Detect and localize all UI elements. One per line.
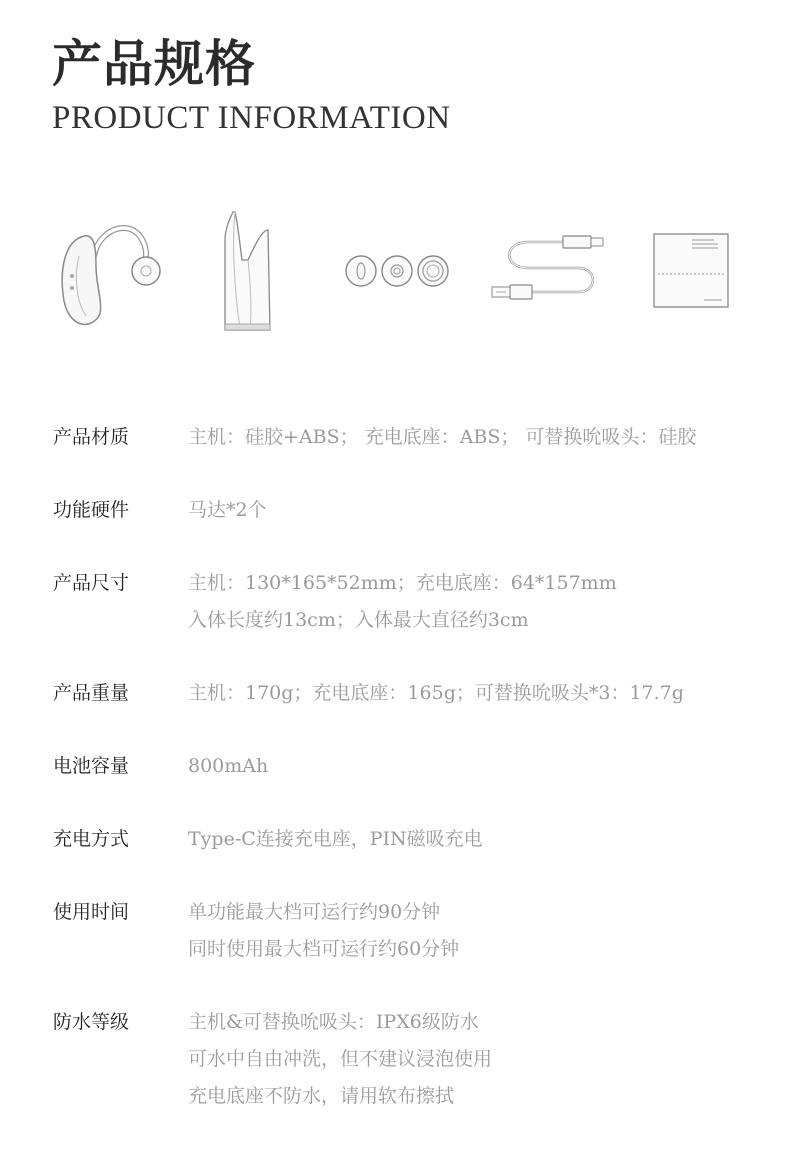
spec-label: 功能硬件: [53, 499, 130, 521]
spec-label: 电池容量: [53, 755, 130, 777]
manual-card-icon: [652, 232, 732, 310]
spec-value: 800mAh: [188, 755, 269, 777]
spec-value: 单功能最大档可运行约90分钟: [188, 901, 441, 923]
spec-values: [188, 565, 617, 639]
spec-value: 主机：170g；充电底座：165g；可替换吮吸头*3：17.7g: [188, 682, 684, 704]
spec-value: 入体长度约13cm；入体最大直径约3cm: [188, 609, 529, 631]
spec-label: 产品尺寸: [53, 572, 130, 594]
spec-value: 充电底座不防水，请用软布擦拭: [188, 1085, 455, 1107]
product-contents: [40, 200, 750, 340]
spec-values: [188, 748, 268, 785]
spec-label: 防水等级: [53, 1011, 130, 1033]
spec-label: 产品重量: [53, 682, 130, 704]
spec-value: 主机&可替换吮吸头：IPX6级防水: [188, 1011, 479, 1033]
suction-heads-icon: [343, 252, 453, 292]
spec-values: [188, 894, 459, 968]
spec-label: 充电方式: [53, 828, 130, 850]
spec-value: 同时使用最大档可运行约60分钟: [188, 938, 460, 960]
spec-label: 使用时间: [53, 901, 130, 923]
spec-values: [188, 1004, 492, 1115]
spec-label: 产品材质: [53, 426, 130, 448]
page-title: 产品规格: [52, 35, 256, 93]
spec-value: 可水中自由冲洗，但不建议浸泡使用: [188, 1048, 493, 1070]
spec-values: [188, 419, 696, 456]
spec-values: [188, 675, 684, 712]
device-main-icon: [54, 216, 164, 331]
usb-cable-icon: [488, 230, 608, 310]
page-subtitle: PRODUCT INFORMATION: [52, 100, 451, 136]
spec-value: Type-C连接充电座，PIN磁吸充电: [188, 828, 483, 850]
charging-base-icon: [220, 210, 275, 335]
spec-value: 主机：130*165*52mm；充电底座：64*157mm: [188, 572, 617, 594]
spec-value: 主机：硅胶+ABS； 充电底座：ABS； 可替换吮吸头：硅胶: [188, 426, 697, 448]
spec-values: [188, 821, 483, 858]
spec-values: [188, 492, 267, 529]
spec-value: 马达*2个: [188, 499, 267, 521]
